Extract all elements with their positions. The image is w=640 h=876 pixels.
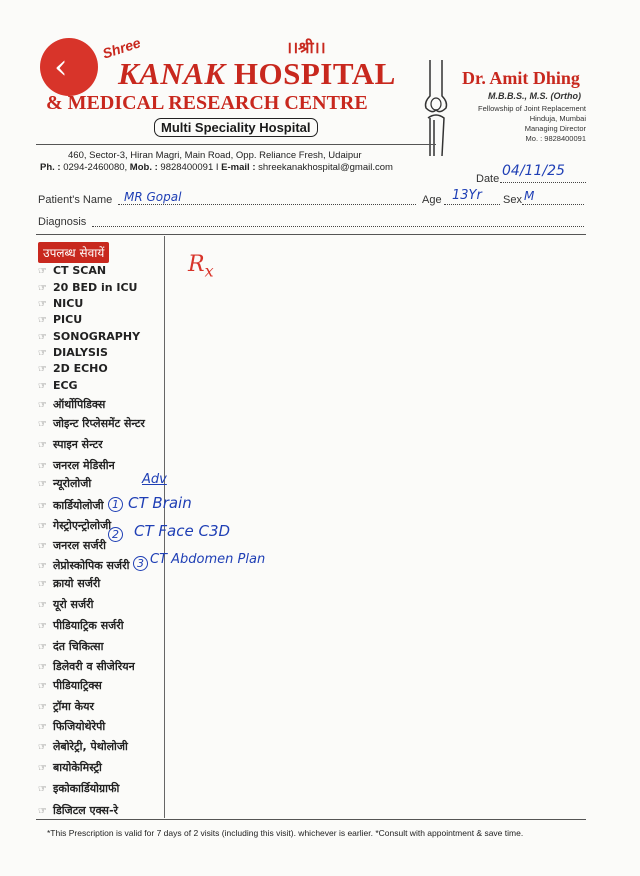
service-item-label: NICU <box>52 297 84 310</box>
service-item <box>38 313 82 326</box>
pointing-hand-icon: ☞ <box>38 541 47 552</box>
hospital-name <box>118 56 396 92</box>
pointing-hand-icon: ☞ <box>38 702 47 713</box>
service-item-label: ट्रॉमा केयर <box>52 700 94 713</box>
pointing-hand-icon: ☞ <box>38 561 47 572</box>
service-item-label: गेस्ट्रोएन्ट्रोलोजी <box>52 519 112 532</box>
service-item <box>38 699 94 714</box>
pointing-hand-icon: ☞ <box>38 501 47 512</box>
service-item <box>38 739 128 754</box>
service-item-label: यूरो सर्जरी <box>52 598 94 611</box>
sex-handwritten: M <box>524 189 535 203</box>
service-item <box>38 639 103 654</box>
service-item <box>38 659 135 674</box>
knee-joint-icon <box>416 58 456 158</box>
item2-number: 2 <box>108 527 123 542</box>
pointing-hand-icon: ☞ <box>38 722 47 733</box>
contact-line <box>40 162 393 173</box>
date-handwritten: 04/11/25 <box>502 163 565 179</box>
diagnosis-label: Diagnosis <box>38 216 87 228</box>
service-item-label: फिजियोथेरेपी <box>52 720 106 733</box>
service-item-label: बायोकेमिस्ट्री <box>52 761 102 774</box>
pointing-hand-icon: ☞ <box>38 419 47 430</box>
rx-symbol <box>188 252 214 280</box>
service-item <box>38 281 138 294</box>
pointing-hand-icon: ☞ <box>38 600 47 611</box>
pointing-hand-icon: ☞ <box>38 621 47 632</box>
date-label: Date <box>476 173 500 185</box>
pointing-hand-icon: ☞ <box>38 521 47 532</box>
service-item-label: स्पाइन सेन्टर <box>52 438 103 451</box>
service-item-label: लेप्रोस्कोपिक सर्जरी <box>52 559 130 572</box>
item3-number: 3 <box>133 556 148 571</box>
doctor-degrees: M.B.B.S., M.S. (Ortho) <box>488 91 581 101</box>
service-item-label: डिजिटल एक्स-रे <box>52 804 119 817</box>
service-item-label: पीडियाट्रिक सर्जरी <box>52 619 124 632</box>
service-item-label: CT SCAN <box>52 264 107 277</box>
service-item <box>38 498 104 513</box>
service-item <box>38 597 93 612</box>
age-handwritten: 13Yr <box>452 188 482 203</box>
pointing-hand-icon: ☞ <box>38 332 47 343</box>
pointing-hand-icon: ☞ <box>38 315 47 326</box>
service-item <box>38 538 106 553</box>
service-item-label: न्यूरोलोजी <box>52 477 92 490</box>
doctor-name: Dr. Amit Dhing <box>462 68 580 88</box>
diagnosis-field[interactable] <box>92 216 584 227</box>
pointing-hand-icon: ☞ <box>38 579 47 590</box>
pointing-hand-icon: ☞ <box>38 806 47 817</box>
service-item-label: ECG <box>52 379 78 392</box>
tagline-badge: Multi Speciality Hospital <box>154 118 318 137</box>
body-bottom-divider <box>36 819 586 820</box>
service-item <box>38 346 108 359</box>
pointing-hand-icon: ☞ <box>38 299 47 310</box>
pointing-hand-icon: ☞ <box>38 364 47 375</box>
service-item-label: ऑर्थोपिडिक्स <box>52 398 106 411</box>
service-item-label: जोइन्ट रिप्लेसमेंट सेन्टर <box>52 417 145 430</box>
pointing-hand-icon: ☞ <box>38 742 47 753</box>
service-item <box>38 781 119 796</box>
service-item <box>38 803 118 818</box>
doctor-role: Managing Director <box>524 124 586 133</box>
logo-mark-icon: ‹ <box>54 47 68 87</box>
prescription-line-3: CT Abdomen Plan <box>150 552 266 567</box>
pointing-hand-icon: ☞ <box>38 662 47 673</box>
pointing-hand-icon: ☞ <box>38 381 47 392</box>
service-item <box>38 264 106 277</box>
patient-name-label: Patient's Name <box>38 194 113 206</box>
doctor-mobile: Mo. : 9828400091 <box>525 134 586 143</box>
hospital-subtitle: & MEDICAL RESEARCH CENTRE <box>46 92 368 114</box>
service-item-label: 2D ECHO <box>52 362 108 375</box>
service-item <box>38 719 105 734</box>
header-divider <box>36 144 436 145</box>
services-title: उपलब्ध सेवायें <box>38 242 109 263</box>
service-item <box>38 458 115 473</box>
rx-letter: R <box>188 252 205 277</box>
service-item-label: लेबोरेट्री, पेथोलोजी <box>52 740 128 753</box>
shree-header-text: ।।श्री।। <box>286 38 326 57</box>
prescription-line-1: CT Brain <box>128 494 192 512</box>
service-item-label: जनरल मेडिसीन <box>52 459 115 472</box>
service-item-label: इकोकार्डियोग्राफी <box>52 782 120 795</box>
pointing-hand-icon: ☞ <box>38 266 47 277</box>
pointing-hand-icon: ☞ <box>38 479 47 490</box>
prescription-line-2: CT Face C3D <box>134 522 231 540</box>
pointing-hand-icon: ☞ <box>38 461 47 472</box>
rx-subscript: x <box>204 261 214 281</box>
service-item <box>38 437 103 452</box>
doctor-info <box>470 104 586 144</box>
service-item <box>38 576 100 591</box>
advice-handwritten: Adv <box>142 472 167 487</box>
service-item <box>38 618 124 633</box>
service-item-label: कार्डियोलोजी <box>52 499 104 512</box>
hospital-logo <box>40 38 98 96</box>
service-item <box>38 362 108 375</box>
phone-number: 0294-2460080, <box>60 162 130 173</box>
shree-label: Shree <box>100 34 143 62</box>
pointing-hand-icon: ☞ <box>38 681 47 692</box>
service-item <box>38 558 129 573</box>
service-item-label: PICU <box>52 313 83 326</box>
pointing-hand-icon: ☞ <box>38 348 47 359</box>
pointing-hand-icon: ☞ <box>38 400 47 411</box>
age-label: Age <box>422 194 442 206</box>
hospital-name-italic: KANAK <box>118 56 226 91</box>
service-item <box>38 297 83 310</box>
patient-name-handwritten: MR Gopal <box>124 190 182 204</box>
service-item-label: दंत चिकित्सा <box>52 640 104 653</box>
service-item <box>38 416 145 431</box>
service-item-label: जनरल सर्जरी <box>52 539 106 552</box>
pointing-hand-icon: ☞ <box>38 283 47 294</box>
doctor-fellowship: Fellowship of Joint Replacement <box>478 104 586 113</box>
service-item-label: DIALYSIS <box>52 346 108 359</box>
pointing-hand-icon: ☞ <box>38 784 47 795</box>
service-item-label: 20 BED in ICU <box>52 281 138 294</box>
phone-label: Ph. : <box>40 162 61 173</box>
service-item <box>38 379 78 392</box>
service-item <box>38 760 102 775</box>
item1-number: 1 <box>108 497 123 512</box>
email-label: E-mail : <box>221 162 256 173</box>
pointing-hand-icon: ☞ <box>38 440 47 451</box>
service-item <box>38 397 105 412</box>
service-item <box>38 678 102 693</box>
service-item-label: क्रायो सर्जरी <box>52 577 101 590</box>
validity-note: *This Prescription is valid for 7 days of 2 visits (including this visit). whichever is earlier. *Consult with appointment & save time. <box>47 828 524 838</box>
service-item <box>38 476 91 491</box>
pointing-hand-icon: ☞ <box>38 763 47 774</box>
body-top-divider <box>36 234 586 235</box>
service-item <box>38 518 111 533</box>
doctor-location: Hinduja, Mumbai <box>529 114 586 123</box>
service-item-label: SONOGRAPHY <box>52 330 141 343</box>
pointing-hand-icon: ☞ <box>38 642 47 653</box>
address-line: 460, Sector-3, Hiran Magri, Main Road, Opp. Reliance Fresh, Udaipur <box>68 150 362 161</box>
service-item-label: डिलेवरी व सीजेरियन <box>52 660 135 673</box>
service-item <box>38 330 140 343</box>
mob-label: Mob. : <box>129 162 158 173</box>
email-address: shreekanakhospital@gmail.com <box>255 162 393 173</box>
hospital-name-rest: HOSPITAL <box>225 56 396 91</box>
sex-label: Sex <box>503 194 522 206</box>
service-item-label: पीडियाट्रिक्स <box>52 679 102 692</box>
mob-number: 9828400091 I <box>157 162 222 173</box>
